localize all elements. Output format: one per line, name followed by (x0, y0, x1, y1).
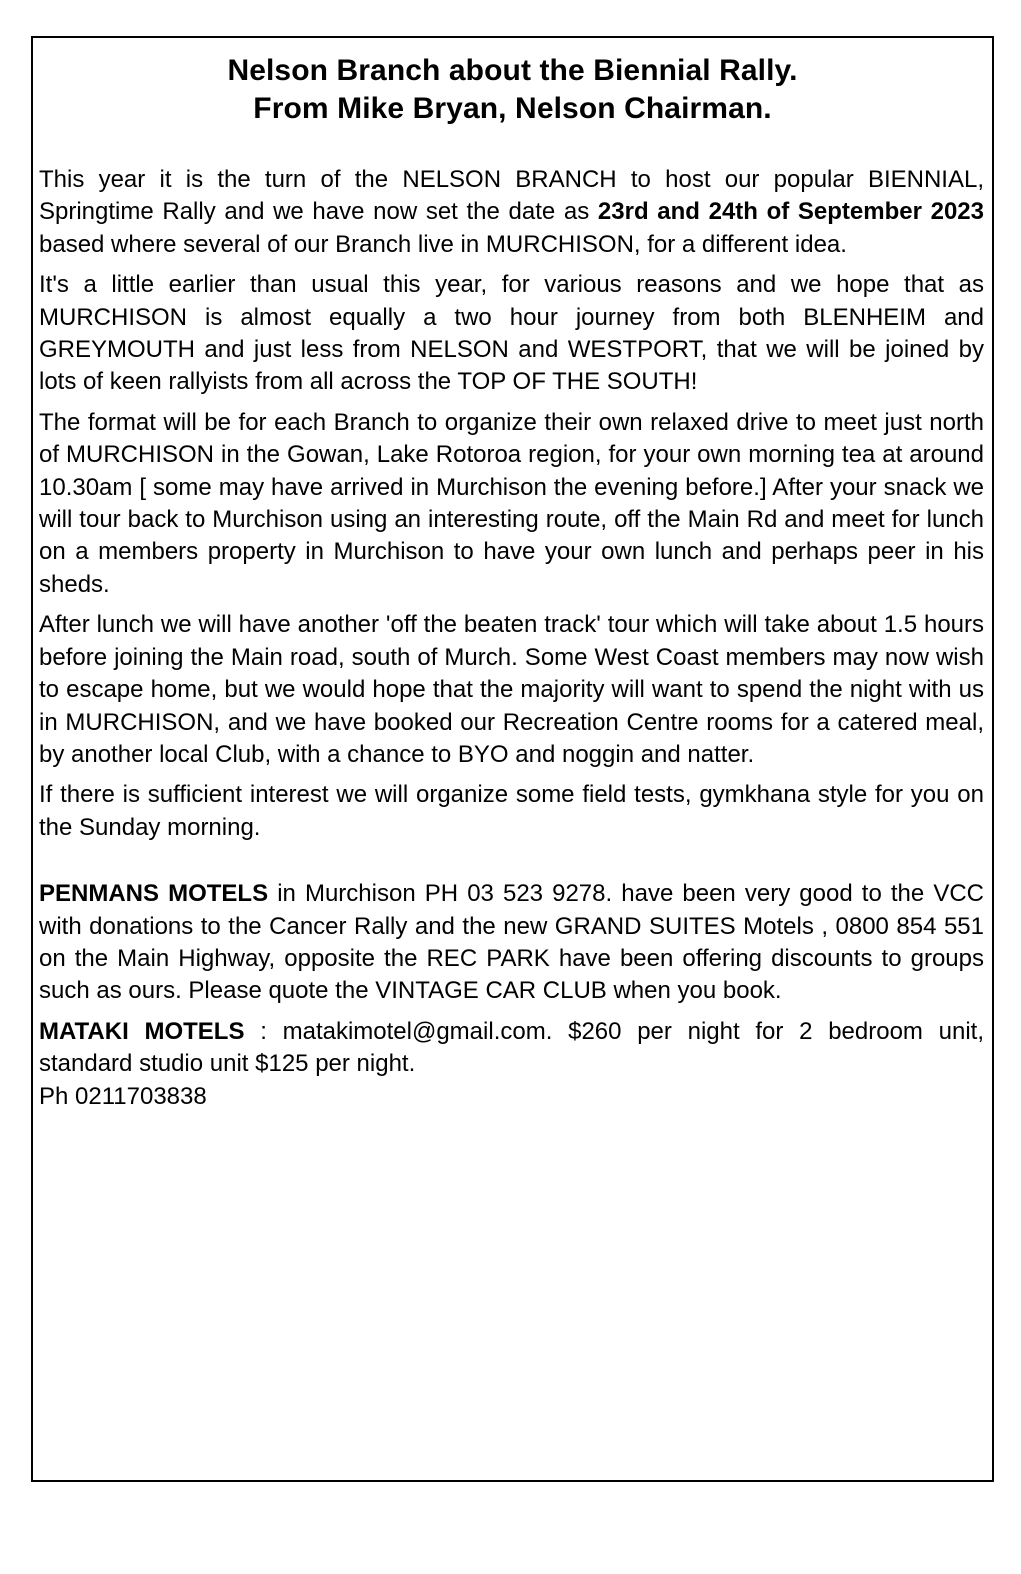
article-subtitle: From Mike Bryan, Nelson Chairman. (253, 92, 772, 125)
mataki-motels-name: MATAKI MOTELS (39, 1017, 245, 1045)
paragraph-rally-intro (39, 164, 984, 261)
article-header (33, 52, 992, 128)
article-title: Nelson Branch about the Biennial Rally. (227, 54, 798, 87)
mataki-motels-text: : matakimotel@gmail.com. $260 per night for 2 bedroom unit, standard studio unit $125 per night. (39, 1017, 984, 1078)
paragraph-field-tests: If there is sufficient interest we will organize some field tests, gymkhana style for you on the Sunday morning. (39, 781, 984, 841)
mataki-phone: Ph 0211703838 (39, 1082, 207, 1110)
paragraph-afternoon: After lunch we will have another 'off the beaten track' tour which will take about 1.5 hours before joining the Main road, south of Murch. Some West Coast members may now wish to escape home, but we would hope that the majority will want to spend the night with us in MURCHISON, and we have booked our Recreation Centre rooms for a catered meal, by another local Club, with a chance to BYO and noggin and natter. (39, 611, 984, 768)
intro-text: This year it is the turn of the NELSON BRANCH to host our popular BIENNIAL, Springtime Rally and we have now set the date as (39, 166, 984, 226)
penmans-motels-text: in Murchison PH 03 523 9278. have been very good to the VCC with donations to the Cancer Rally and the new GRAND SUITES Motels , 0800 854 551 on the Main Highway, opposite the REC PARK have been offering discounts to groups such as ours. Please quote the VINTAGE CAR CLUB when you book. (39, 880, 985, 1005)
paragraph-penmans-motels (39, 878, 984, 1008)
intro-text-continued: based where several of our Branch live in MURCHISON, for a different idea. (39, 230, 847, 258)
penmans-motels-name: PENMANS MOTELS (39, 880, 269, 908)
paragraph-timing: It's a little earlier than usual this year, for various reasons and we hope that as MURCHISON is almost equally a two hour journey from both BLENHEIM and GREYMOUTH and just less from NELSON and WESTPORT, that we will be joined by lots of keen rallyists from all across the TOP OF THE SOUTH! (39, 271, 984, 396)
article-body (39, 164, 984, 1113)
rally-date: 23rd and 24th of September 2023 (597, 198, 985, 226)
article-frame (31, 36, 994, 1482)
paragraph-format: The format will be for each Branch to organize their own relaxed drive to meet just north of MURCHISON in the Gowan, Lake Rotoroa region, for your own morning tea at around 10.30am [ some may have arrived in Murchison the evening before.] After your snack we will tour back to Murchison using an interesting route, off the Main Rd and meet for lunch on a members property in Murchison to have your own lunch and perhaps peer in his sheds. (39, 408, 984, 598)
paragraph-mataki-motels (39, 1016, 984, 1113)
